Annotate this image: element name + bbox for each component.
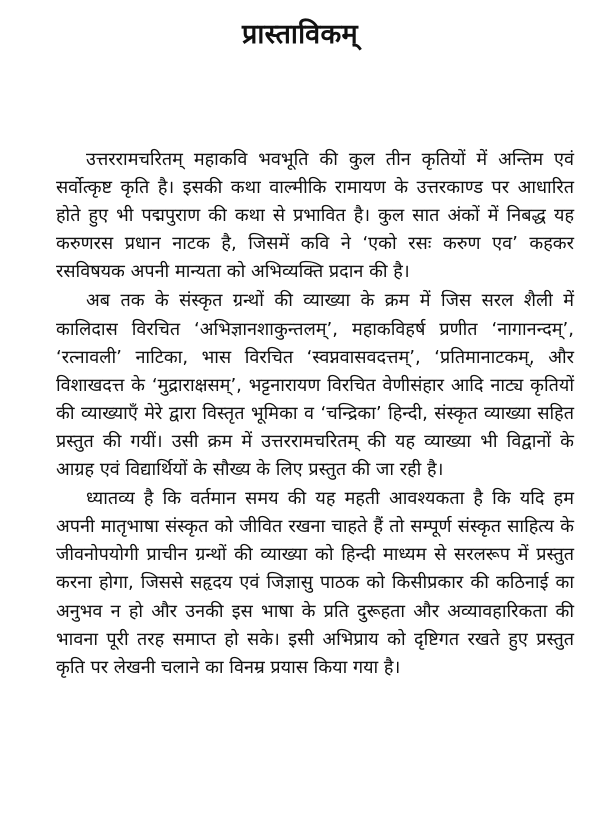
page-title: प्रास्ताविकम् [242,19,358,50]
paragraph-purpose: ध्यातव्य है कि वर्तमान समय की यह महती आवश्यकता है कि यदि हम अपनी मातृभाषा संस्कृत को जीवित रखना चाहते हैं तो सम्पूर्ण संस्कृत साहित्य के जीवनोपयोगी प्राचीन ग्रन्थों की व्याख्या को हिन्दी माध्यम से सरलरूप में प्रस्तुत करना होगा, जिससे सहृदय एवं जिज्ञासु पाठक को किसीप्रकार की कठिनाई का अनुभव न हो और उनकी इस भाषा के प्रति दुरूहता और अव्यावहारिकता की भावना पूरी तरह समाप्त हो सके। इसी अभिप्राय को दृष्टिगत रखते हुए प्रस्तुत कृति पर लेखनी चलाने का विनम्र प्रयास किया गया है। [56,488,574,678]
paragraph-previous-works: अब तक के संस्कृत ग्रन्थों की व्याख्या के क्रम में जिस सरल शैली में कालिदास विरचित ‘अभिज्ञानशाकुन्तलम्’, महाकविहर्ष प्रणीत ‘नागानन्दम्’, ‘रत्नावली’ नाटिका, भास विरचित ‘स्वप्नवासवदत्तम्’, ‘प्रतिमानाटकम्, और विशाखदत्त के ‘मुद्राराक्षसम्’, भट्टनारायण विरचित वेणीसंहार आदि नाट्य कृतियों की व्याख्याएँ मेरे द्वारा विस्तृत भूमिका व ‘चन्द्रिका’ हिन्दी, संस्कृत व्याख्या सहित प्रस्तुत की गयीं। उसी क्रम में उत्तररामचरितम् की यह व्याख्या भी विद्वानों के आग्रह एवं विद्यार्थियों के सौख्य के लिए प्रस्तुत की जा रही है। [56,290,574,481]
paragraph-intro: उत्तररामचरितम् महाकवि भवभूति की कुल तीन कृतियों में अन्तिम एवं सर्वोत्कृष्ट कृति है। इसकी कथा वाल्मीकि रामायण के उत्तरकाण्ड पर आधारित होते हुए भी पद्मपुराण की कथा से प्रभावित है। कुल सात अंकों में निबद्ध यह करुणरस प्रधान नाटक है, जिसमें कवि ने ‘एको रसः करुण एव’ कहकर रसविषयक अपनी मान्यता को अभिव्यक्ति प्रदान की है। [56,149,574,283]
body-text [56,146,574,682]
